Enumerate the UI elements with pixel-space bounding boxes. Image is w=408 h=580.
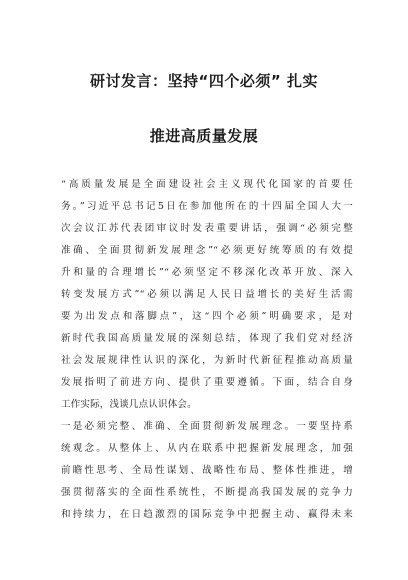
body-line: 和持续力，在日趋激烈的国际竞争中把握主动、赢得未来 <box>61 509 353 520</box>
body-line: 发展指明了前进方向、提供了重要遵循。下面，结合自身 <box>61 377 353 388</box>
body-line: 强贯彻落实的全面性系统性，不断提高我国发展的竞争力 <box>61 487 353 498</box>
body-line: 次会议江苏代表团审议时发表重要讲话，强调“必须完整 <box>61 223 353 234</box>
body-line: “高质量发展是全面建设社会主义现代化国家的首要任 <box>61 179 353 190</box>
body-line: 统观念。从整体上、从内在联系中把握新发展理念，加强 <box>61 443 353 454</box>
body-line: 工作实际，浅谈几点认识体会。 <box>61 399 197 410</box>
body-line: 社会发展规律性认识的深化，为新时代新征程推动高质量 <box>61 355 353 366</box>
document-title-line-2: 推进高质量发展 <box>149 127 259 145</box>
body-line: 前瞻性思考、全局性谋划、战略性布局、整体性推进，增 <box>61 465 353 476</box>
body-line: 务。”习近平总书记5日在参加他所在的十四届全国人大一 <box>61 201 353 212</box>
body-line: 一是必须完整、准确、全面贯彻新发展理念。一要坚持系 <box>61 421 353 432</box>
body-line: 升和量的合理增长”“必须坚定不移深化改革开放、深入 <box>61 267 353 278</box>
body-line: 要为出发点和落脚点”，这“四个必须”明确要求，是对 <box>61 311 353 322</box>
body-line: 转变发展方式”“必须以满足人民日益增长的美好生活需 <box>61 289 353 300</box>
document-title-line-1: 研讨发言：坚持“四个必须” 扎实 <box>90 72 318 90</box>
body-line: 新时代我国高质量发展的深刻总结，体现了我们党对经济 <box>61 333 353 344</box>
body-line: 准确、全面贯彻新发展理念”“必须更好统筹质的有效提 <box>61 245 353 256</box>
